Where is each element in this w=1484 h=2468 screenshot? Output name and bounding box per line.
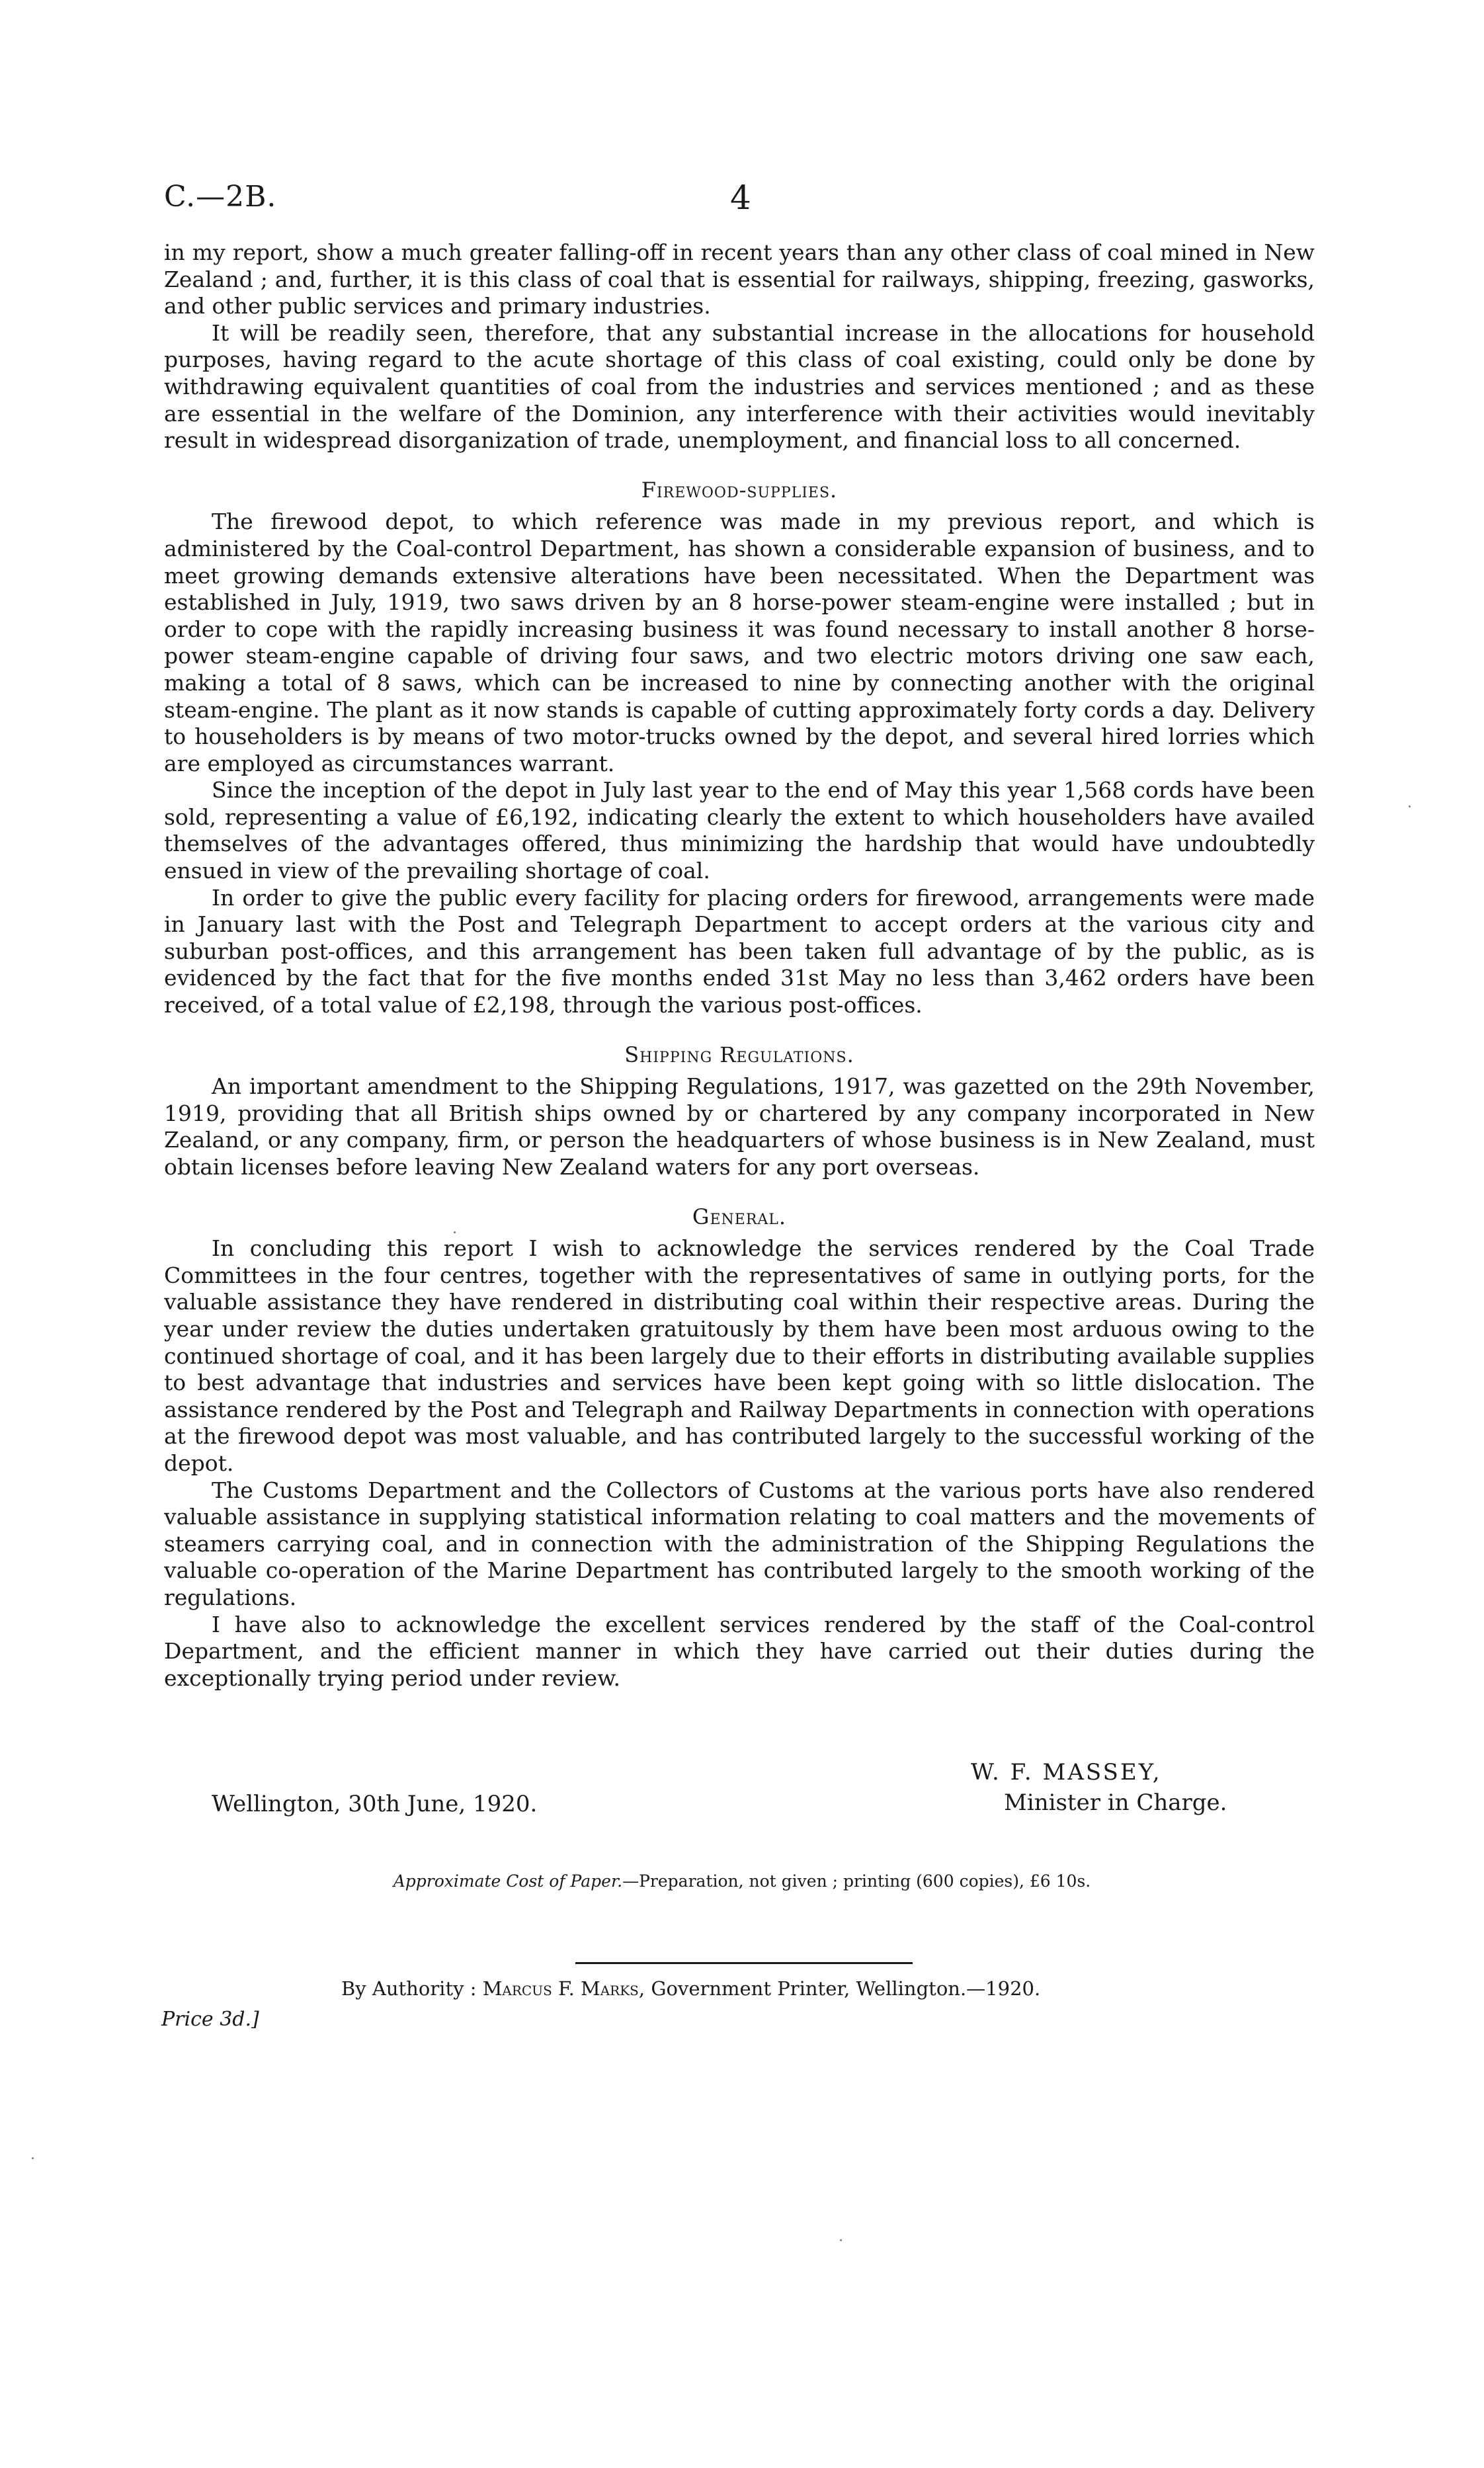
section-heading-firewood: Firewood-supplies. (641, 477, 838, 503)
authority-line (341, 1977, 1040, 2000)
general-paragraph-2: The Customs Department and the Collectors of Customs at the various ports have also rendered valuable assistance in supplying statistical information relating to coal matters and the movements of steamers carrying coal, and in connection with the administration of the Shipping Regulations the valuable co-operation of the Marine Department has contributed largely to the smooth working of the regulations. (164, 1477, 1315, 1610)
page-number: 4 (730, 179, 751, 217)
signatory-title: Minister in Charge. (1004, 1789, 1227, 1816)
scan-speck (840, 2239, 842, 2241)
body-text (164, 239, 1315, 1692)
scan-speck (454, 1231, 456, 1233)
intro-paragraph-2: It will be readily seen, therefore, that any substantial increase in the allocations for household purposes, having regard to the acute shortage of this class of coal existing, could only be done by withdrawing equivalent quantities of coal from the industries and services mentioned ; and as these are essential in the welfare of the Dominion, any interference with their activities would inevitably result in widespread disorganization of trade, unemployment, and financial loss to all concerned. (164, 319, 1315, 454)
general-paragraph-3: I have also to acknowledge the excellent services rendered by the staff of the Coal-control Department, and the efficient manner in which they have carried out their duties during the exceptionally trying period under review. (164, 1611, 1315, 1691)
firewood-paragraph-1: The firewood depot, to which reference was made in my previous report, and which is administered by the Coal-control Department, has shown a considerable expansion of business, and to meet growing demands extensive alterations have been necessitated. When the Department was established in July, 1919, two saws driven by an 8 horse-power steam-engine were installed ; but in order to cope with the rapidly increasing business it was found necessary to install another 8 horse-power steam-engine capable of driving four saws, and two electric motors driving one saw each, making a total of 8 saws, which can be increased to nine by connecting another with the original steam-engine. The plant as it now stands is capable of cutting approximately forty cords a day. Delivery to householders is by means of two motor-trucks owned by the depot, and several hired lorries which are employed as circumstances warrant. (164, 509, 1315, 776)
cost-note-text: —Preparation, not given ; printing (600 copies), £6 10s. (622, 1872, 1091, 1891)
cost-note (0, 1872, 1484, 1891)
signatory-name: W. F. MASSEY, (971, 1759, 1162, 1786)
printer-name: Marcus F. Marks, (482, 1977, 645, 2000)
firewood-paragraph-2: Since the inception of the depot in July last year to the end of May this year 1,568 cords have been sold, representing a value of £6,192, indicating clearly the extent to which householders have availed themselves of the advantages offered, thus minimizing the hardship that would have undoubtedly ensued in view of the prevailing shortage of coal. (164, 777, 1315, 884)
section-heading-general: General. (692, 1204, 787, 1229)
firewood-paragraph-3: In order to give the public every facility for placing orders for firewood, arrangements were made in January last with the Post and Telegraph Department to accept orders at the various city and suburban post-offices, and this arrangement has been taken full advantage of by the public, as is evidenced by the fact that for the five months ended 31st May no less than 3,462 orders have been received, of a total value of £2,198, through the various post-offices. (164, 884, 1315, 1018)
document-reference: C.—2B. (164, 180, 277, 214)
intro-paragraph-1: in my report, show a much greater falling-off in recent years than any other class of coal mined in New Zealand ; and, further, it is this class of coal that is essential for railways, shipping, freezing, gasworks, and other public services and primary industries. (164, 239, 1315, 319)
signature-block (164, 1759, 1315, 1825)
scan-speck (1409, 805, 1411, 807)
authority-suffix: Government Printer, Wellington.—1920. (651, 1977, 1041, 2000)
authority-prefix: By Authority : (341, 1977, 477, 2000)
section-heading-shipping: Shipping Regulations. (624, 1042, 854, 1067)
divider-rule (575, 1962, 913, 1964)
place-date: Wellington, 30th June, 1920. (212, 1791, 538, 1817)
shipping-paragraph-1: An important amendment to the Shipping Regulations, 1917, was gazetted on the 29th November, 1919, providing that all British ships owned by or chartered by any company incorporated in New Zealand, or any company, firm, or person the headquarters of whose business is in New Zealand, must obtain licenses before leaving New Zealand waters for any port overseas. (164, 1073, 1315, 1180)
scan-speck (32, 2157, 34, 2159)
price-label: Price 3d.] (161, 2008, 259, 2031)
general-paragraph-1: In concluding this report I wish to acknowledge the services rendered by the Coal Trade Committees in the four centres, together with the representatives of same in outlying ports, for the valuable assistance they have rendered in distributing coal within their respective areas. During the year under review the duties undertaken gratuitously by them have been most arduous owing to the continued shortage of coal, and it has been largely due to their efforts in distributing available supplies to best advantage that industries and services have been kept going with so little dislocation. The assistance rendered by the Post and Telegraph and Railway Departments in connection with operations at the firewood depot was most valuable, and has contributed largely to the successful working of the depot. (164, 1235, 1315, 1476)
cost-note-label: Approximate Cost of Paper. (393, 1872, 623, 1891)
